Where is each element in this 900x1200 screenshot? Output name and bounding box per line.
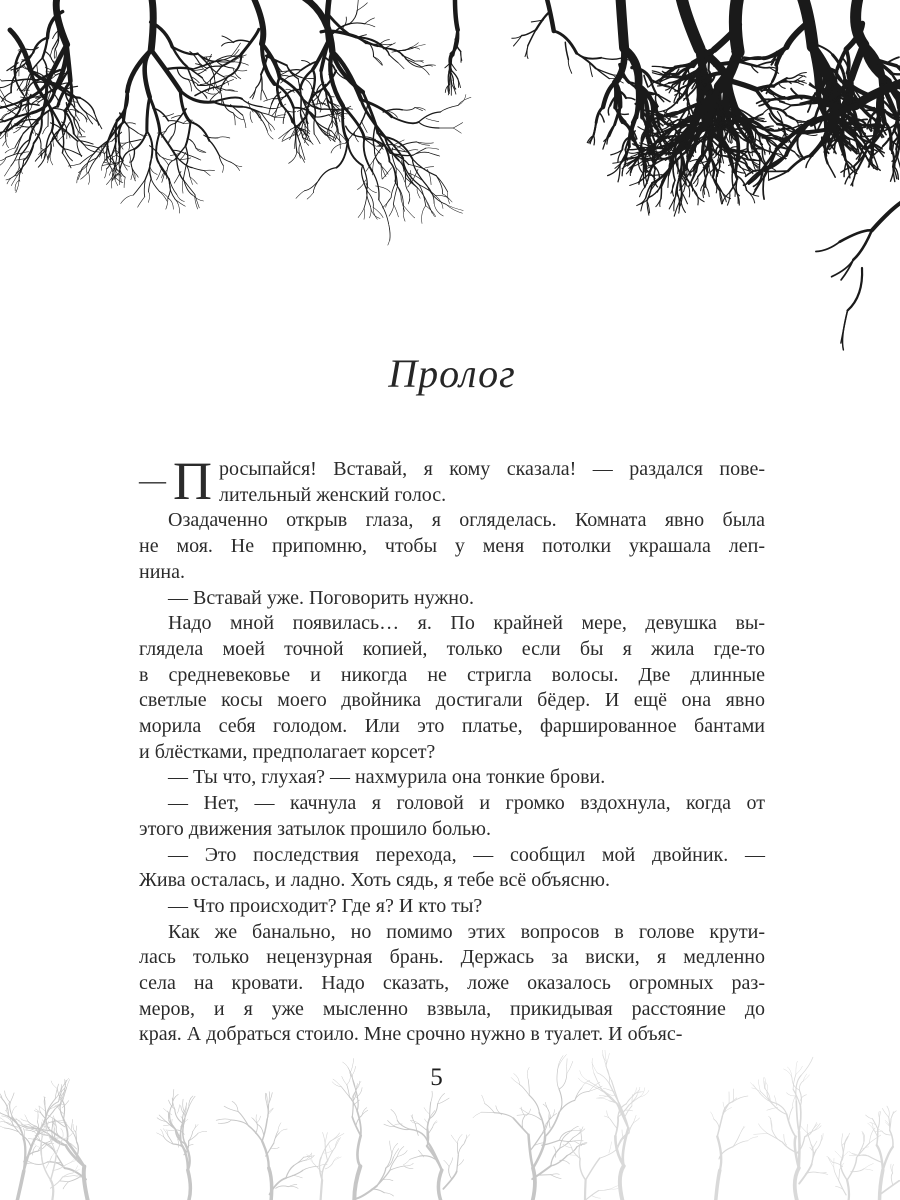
text-line: края. А добраться стоило. Мне срочно нужно в туалет. И объяс- — [139, 1023, 683, 1046]
paragraph — [139, 586, 765, 612]
paragraph — [139, 611, 765, 765]
paragraph — [139, 894, 765, 920]
text-line: не моя. Не припомню, чтобы у меня потолки украшала леп- — [139, 535, 765, 558]
text-line: в средневековье и никогда не стригла волосы. Две длинные — [139, 663, 765, 686]
text-line: села на кровати. Надо сказать, ложе оказалось огромных раз- — [139, 972, 765, 995]
text-line: светлые косы моего двойника достигали бёдер. И ещё она явно — [139, 689, 765, 712]
text-line: и блёстками, предполагает корсет? — [139, 740, 436, 763]
text-line: нина. — [139, 560, 185, 583]
body-text — [139, 451, 765, 1048]
dropcap-dash: — — [139, 465, 166, 495]
dropcap-letter: П — [173, 451, 212, 511]
paragraph — [139, 843, 765, 894]
text-line: меров, и я уже мысленно взвыла, прикидывая расстояние до — [139, 997, 765, 1020]
paragraph — [139, 920, 765, 1049]
paragraph — [139, 508, 765, 585]
text-line: Озадаченно открыв глаза, я огляделась. Комната явно была — [168, 509, 765, 532]
text-line: — Что происходит? Где я? И кто ты? — [168, 894, 483, 917]
text-line: глядела моей точной копией, только если бы я жила где-то — [139, 637, 765, 660]
text-line: Жива осталась, и ладно. Хоть сядь, я тебе всё объясню. — [139, 869, 610, 892]
paragraphs-container — [139, 508, 765, 1048]
text-line: — Вставай уже. Поговорить нужно. — [168, 586, 474, 609]
text-line: этого движения затылок прошило болью. — [139, 817, 492, 840]
paragraph — [139, 791, 765, 842]
paragraph — [139, 765, 765, 791]
dropcap-lines — [219, 457, 765, 508]
text-line: — Это последствия перехода, — сообщил мой двойник. — — [168, 843, 765, 866]
text-line: морила себя голодом. Или это платье, фаршированное бантами — [139, 715, 765, 738]
text-line: лительный женский голос. — [219, 483, 447, 506]
text-line: Как же банально, но помимо этих вопросов в голове крути- — [168, 920, 765, 943]
text-line: — Нет, — качнула я головой и громко вздохнула, когда от — [168, 792, 765, 815]
page-number: 5 — [430, 1064, 443, 1091]
chapter-title: Пролог — [388, 351, 516, 396]
paragraph-dropcap — [139, 451, 765, 511]
text-line: Надо мной появилась… я. По крайней мере, девушка вы- — [168, 612, 765, 635]
text-line: росыпайся! Вставай, я кому сказала! — раздался пове- — [219, 458, 765, 480]
text-line: лась только нецензурная брань. Держась за виски, я медленно — [139, 946, 765, 969]
text-line: — Ты что, глухая? — нахмурила она тонкие брови. — [168, 766, 606, 789]
